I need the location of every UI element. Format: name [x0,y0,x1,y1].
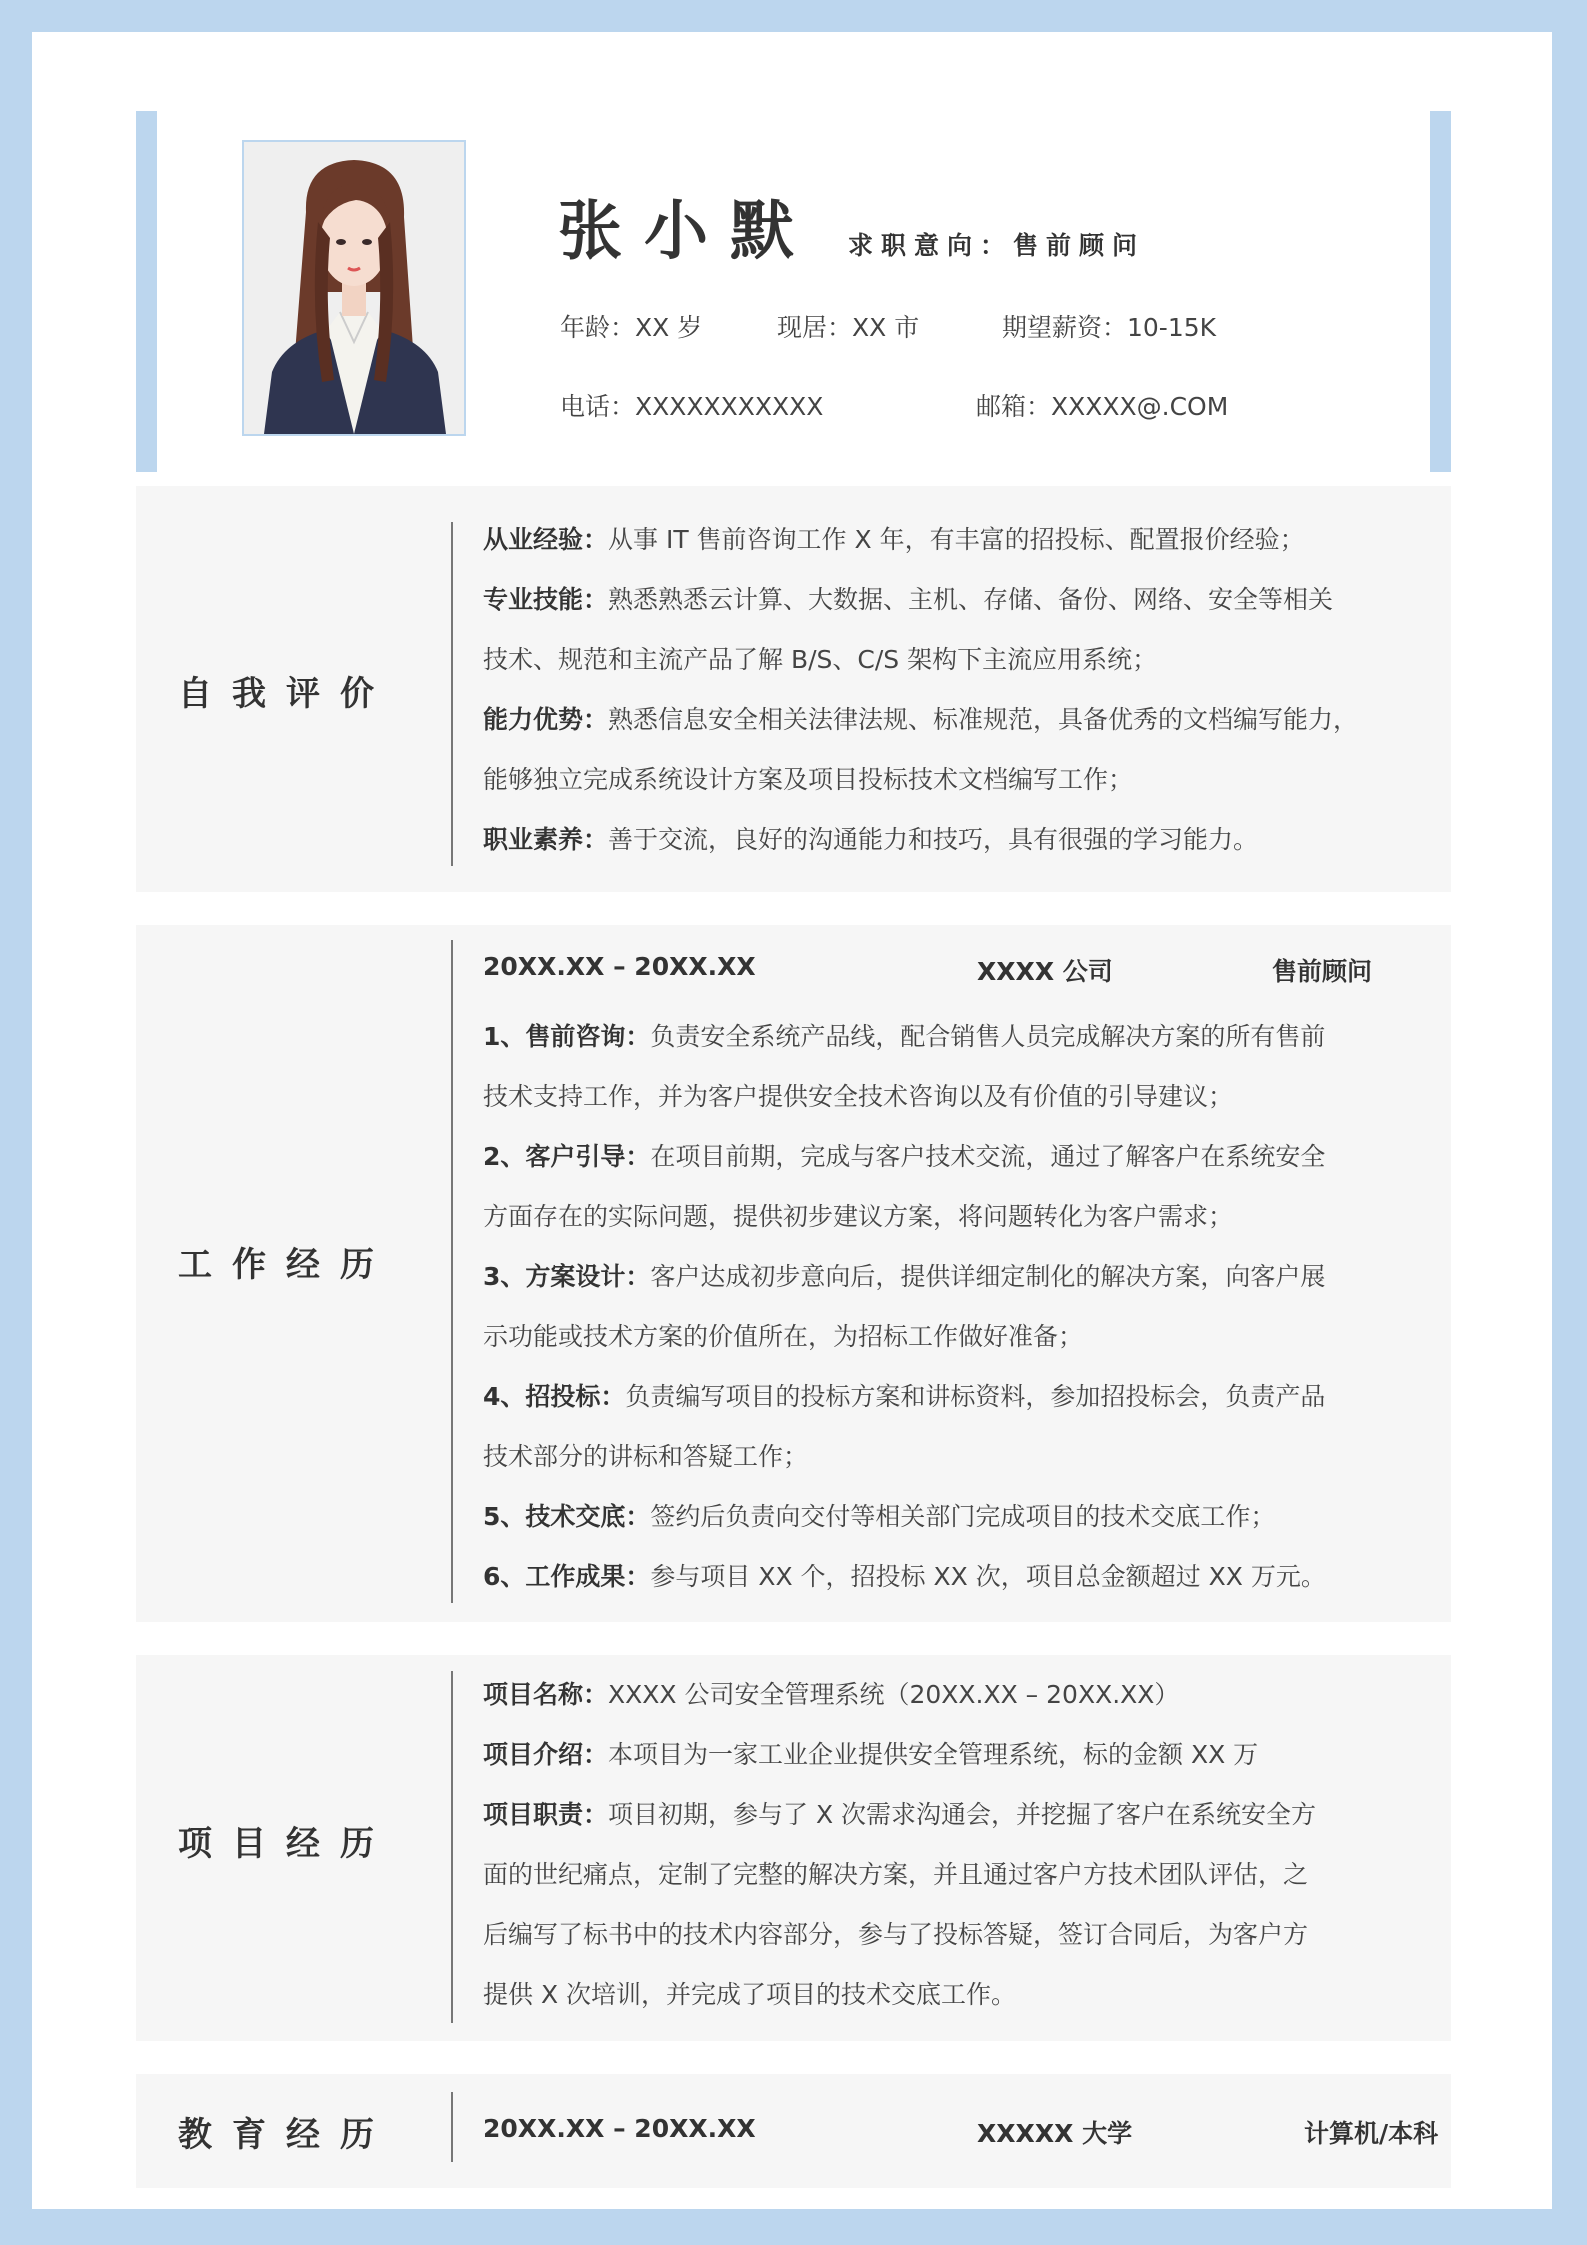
list-item: 面的世纪痛点，定制了完整的解决方案，并且通过客户方技术团队评估，之 [483,1860,1309,1889]
list-item: 项目介绍：本项目为一家工业企业提供安全管理系统，标的金额 XX 万 [483,1740,1259,1769]
list-item: 技术支持工作，并为客户提供安全技术咨询以及有价值的引导建议； [483,1082,1234,1111]
section-content [483,1007,1433,1607]
work-period: 20XX.XX – 20XX.XX [483,952,756,981]
resume-page [32,32,1552,2209]
profile-photo [242,140,466,436]
education-major: 计算机/本科 [1304,2119,1439,2148]
list-item: 项目职责：项目初期，参与了 X 次需求沟通会，并挖掘了客户在系统安全方 [483,1800,1317,1829]
residence-info: 现居：XX 市 [777,313,920,342]
list-item: 项目名称：XXXX 公司安全管理系统（20XX.XX – 20XX.XX） [483,1680,1180,1709]
section-divider [451,940,453,1603]
work-role: 售前顾问 [1272,957,1373,986]
list-item: 方面存在的实际问题，提供初步建议方案，将问题转化为客户需求； [483,1202,1234,1231]
work-experience-section [136,925,1451,1622]
age-info: 年龄：XX 岁 [560,313,703,342]
section-title: 教育经历 [178,2115,394,2155]
phone-info: 电话：XXXXXXXXXXX [560,392,824,421]
list-item: 3、方案设计：客户达成初步意向后，提供详细定制化的解决方案，向客户展 [483,1262,1326,1291]
list-item: 职业素养：善于交流，良好的沟通能力和技巧，具有很强的学习能力。 [483,825,1259,854]
section-content [483,510,1433,870]
list-item: 1、售前咨询：负责安全系统产品线，配合销售人员完成解决方案的所有售前 [483,1022,1326,1051]
list-item: 4、招投标：负责编写项目的投标方案和讲标资料，参加招投标会，负责产品 [483,1382,1326,1411]
list-item: 示功能或技术方案的价值所在，为招标工作做好准备； [483,1322,1084,1351]
section-title: 工作经历 [178,1245,394,1285]
list-item: 技术部分的讲标和答疑工作； [483,1442,809,1471]
project-experience-section [136,1655,1451,2041]
list-item: 能力优势：熟悉信息安全相关法律法规、标准规范，具备优秀的文档编写能力， [483,705,1359,734]
list-item: 专业技能：熟悉熟悉云计算、大数据、主机、存储、备份、网络、安全等相关 [483,585,1334,614]
job-intent-value: 售前顾问 [1013,231,1146,260]
education-section [136,2074,1451,2188]
education-school: XXXXX 大学 [977,2119,1133,2148]
header-accent-left [136,111,157,472]
section-divider [451,2092,453,2162]
section-title: 自我评价 [178,674,394,714]
section-title: 项目经历 [178,1824,394,1864]
list-item: 从业经验：从事 IT 售前咨询工作 X 年，有丰富的招投标、配置报价经验； [483,525,1305,554]
section-divider [451,1671,453,2023]
list-item: 2、客户引导：在项目前期，完成与客户技术交流，通过了解客户在系统安全 [483,1142,1326,1171]
list-item: 提供 X 次培训，并完成了项目的技术交底工作。 [483,1980,1017,2009]
list-item: 技术、规范和主流产品了解 B/S、C/S 架构下主流应用系统； [483,645,1158,674]
job-intent [848,226,1145,262]
education-period: 20XX.XX – 20XX.XX [483,2114,756,2143]
candidate-name: 张小默 [558,195,816,269]
salary-info: 期望薪资：10-15K [1002,313,1217,342]
list-item: 5、技术交底：签约后负责向交付等相关部门完成项目的技术交底工作； [483,1502,1276,1531]
email-info: 邮箱：XXXXX@.COM [976,392,1229,421]
work-company: XXXX 公司 [977,957,1113,986]
section-divider [451,522,453,866]
header-accent-right [1430,111,1451,472]
self-evaluation-section [136,486,1451,892]
list-item: 后编写了标书中的技术内容部分，参与了投标答疑，签订合同后，为客户方 [483,1920,1309,1949]
list-item: 能够独立完成系统设计方案及项目投标技术文档编写工作； [483,765,1134,794]
job-intent-label: 求职意向： [848,231,1014,260]
list-item: 6、工作成果：参与项目 XX 个，招投标 XX 次，项目总金额超过 XX 万元。 [483,1562,1326,1591]
section-content [483,1665,1433,2025]
